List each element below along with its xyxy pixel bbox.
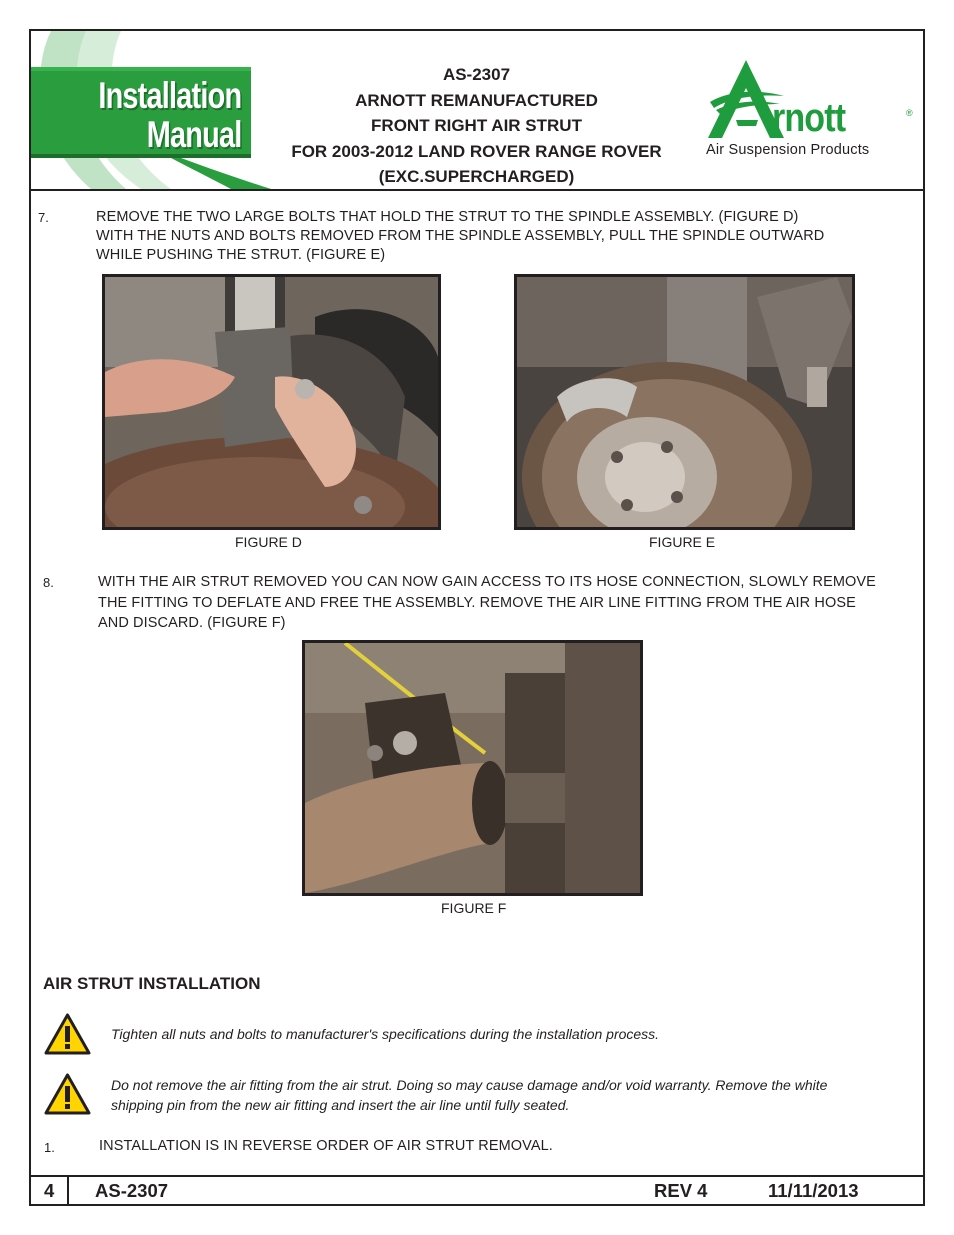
step-line: WITH THE NUTS AND BOLTS REMOVED FROM THE SPINDLE ASSEMBLY, PULL THE SPINDLE OUTWARD [96,228,825,244]
warning-triangle-icon [44,1013,91,1055]
logo-tagline: Air Suspension Products [706,142,870,158]
figure-f-caption: FIGURE F [441,900,507,916]
step-8-text [98,572,876,634]
figure-d-caption: FIGURE D [235,534,302,550]
step-line: AND DISCARD. (FIGURE F) [98,615,286,631]
footer-date: 11/11/2013 [768,1180,859,1201]
footer-revision: REV 4 [654,1180,708,1201]
step-line: WITH THE AIR STRUT REMOVED YOU CAN NOW GAIN ACCESS TO ITS HOSE CONNECTION, SLOWLY REMOVE [98,574,876,590]
step-number: 8. [43,575,54,590]
logo-wordmark: rnott [772,96,846,140]
step-7-text [96,208,824,265]
logo-registered-mark: ® [906,108,913,118]
step-number: 1. [44,1140,55,1155]
title-line: FOR 2003-2012 LAND ROVER RANGE ROVER [291,141,662,161]
step-number: 7. [38,210,49,225]
installation-step-1-text: INSTALLATION IS IN REVERSE ORDER OF AIR STRUT REMOVAL. [99,1138,553,1154]
figure-e-caption: FIGURE E [649,534,716,550]
warning-line: Tighten all nuts and bolts to manufacturer's specifications during the installation process. [111,1026,660,1042]
figure-f-photo [302,640,643,896]
badge-title-line1: Installation [98,75,241,116]
title-part-number: AS-2307 [442,65,511,84]
document-title [270,62,683,190]
step-line: WHILE PUSHING THE STRUT. (FIGURE E) [96,247,386,263]
step-line: THE FITTING TO DEFLATE AND FREE THE ASSEMBLY. REMOVE THE AIR LINE FITTING FROM THE AIR HOSE [98,594,856,611]
warning-text-air-fitting [111,1075,827,1115]
warning-text-torque [111,1024,659,1044]
step-line: REMOVE THE TWO LARGE BOLTS THAT HOLD THE STRUT TO THE SPINDLE ASSEMBLY. (FIGURE D) [96,209,799,225]
title-line: ARNOTT REMANUFACTURED [355,90,598,110]
arnott-logo [700,58,922,162]
warning-line: shipping pin from the new air fitting and insert the air line until fully seated. [111,1097,570,1113]
installation-manual-badge [31,31,271,189]
warning-line: Do not remove the air fitting from the air strut. Doing so may cause damage and/or void warranty. Remove the white [111,1077,828,1093]
figure-e-photo [514,274,855,530]
warning-triangle-icon [44,1073,91,1115]
page-number: 4 [44,1180,55,1201]
figure-d-photo [102,274,441,530]
badge-title-line2: Manual [146,114,241,155]
section-title-air-strut-installation: AIR STRUT INSTALLATION [43,974,261,993]
title-line: (EXC.SUPERCHARGED) [378,167,575,186]
title-line: FRONT RIGHT AIR STRUT [371,116,582,135]
footer-separator [67,1177,69,1205]
footer-part-number: AS-2307 [95,1180,169,1201]
